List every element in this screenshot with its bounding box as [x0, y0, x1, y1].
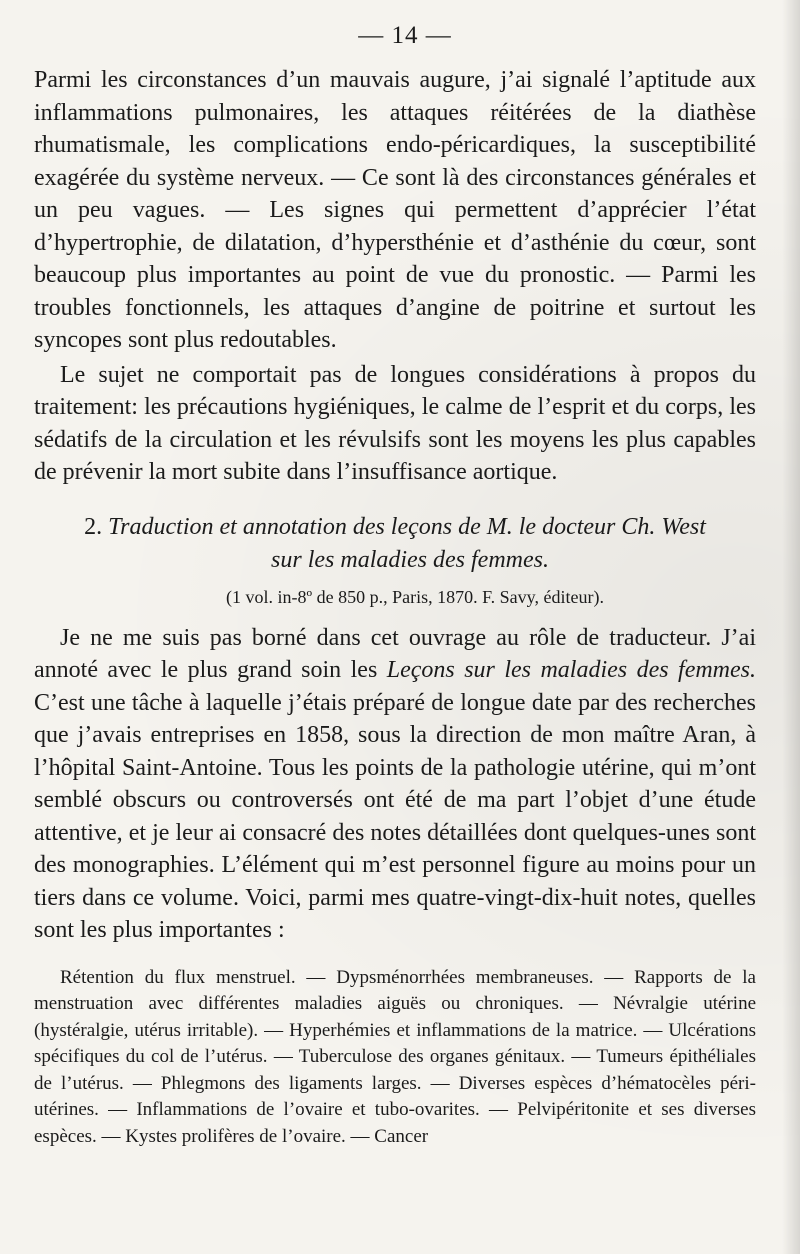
section-title-line-1: Traduction et annotation des leçons de M. le docteur Ch. West: [108, 513, 706, 540]
page-edge-shadow: [782, 0, 800, 1254]
section-title-line-2: sur les maladies des femmes.: [271, 546, 549, 573]
paragraph-prognosis: Parmi les circonstances d’un mauvais augure, j’ai signalé l’aptitude aux inflammations pulmonaires, les attaques réitérées de la diathèse rhumatismale, les complications endo-péricardiques, la susceptibilité exagérée du système nerveux. — Ce sont là des circonstances générales et un peu vagues. — Les signes qui permettent d’apprécier l’état d’hypertrophie, de dilatation, d’hypersthénie et d’asthénie du cœur, sont beaucoup plus importantes au point de vue du pronostic. — Parmi les troubles fonctionnels, les attaques d’angine de poitrine et surtout les syncopes sont plus redoutables.: [34, 67, 756, 353]
paragraph-translation: [34, 622, 756, 947]
paragraph-translation-part-2: C’est une tâche à laquelle j’étais préparé de longue date par des recherches que j’avais entreprises en 1858, sous la direction de mon maître Aran, à l’hôpital Saint-Antoine. Tous les points de la pathologie utérine, qui m’ont semblé obscurs ou controversés ont été de ma part l’objet d’une étude attentive, et je leur ai consacré des notes détaillées dont quelques-unes sont des monographies. L’élément qui m’est personnel figure au moins pour un tiers dans ce volume. Voici, parmi mes quatre-vingt-dix-huit notes, quelles sont les plus importantes :: [34, 689, 756, 943]
paragraph-treatment: Le sujet ne comportait pas de longues considérations à propos du traitement: les précautions hygiéniques, le calme de l’esprit et du corps, les sédatifs de la circulation et les révulsifs sont les moyens les plus capables de prévenir la mort subite dans l’insuffisance aortique.: [34, 361, 756, 485]
page-number: — 14 —: [358, 22, 452, 49]
section-title: [34, 511, 756, 544]
book-title-italic: Leçons sur les maladies des femmes.: [386, 657, 756, 683]
section-number: 2.: [84, 513, 103, 540]
publication-details: (1 vol. in-8º de 850 p., Paris, 1870. F. Savy, éditeur).: [226, 586, 604, 607]
paragraph-translation-part-1: Je ne me suis pas borné dans cet ouvrage au rôle de traducteur. J’ai annoté avec le plus grand soin les: [34, 624, 756, 683]
notes-list: Rétention du flux menstruel. — Dypsménorrhées membraneuses. — Rapports de la menstruation avec différentes maladies aiguës ou chroniques. — Névralgie utérine (hystéralgie, utérus irritable). — Hyperhémies et inflammations de la matrice. — Ulcérations spécifiques du col de l’utérus. — Tuberculose des organes génitaux. — Tumeurs épithéliales de l’utérus. — Phlegmons des ligaments larges. — Diverses espèces d’hématocèles péri-utérines. — Inflammations de l’ovaire et tubo-ovarites. — Pelvipéritonite et ses diverses espèces. — Kystes prolifères de l’ovaire. — Cancer: [34, 966, 756, 1147]
